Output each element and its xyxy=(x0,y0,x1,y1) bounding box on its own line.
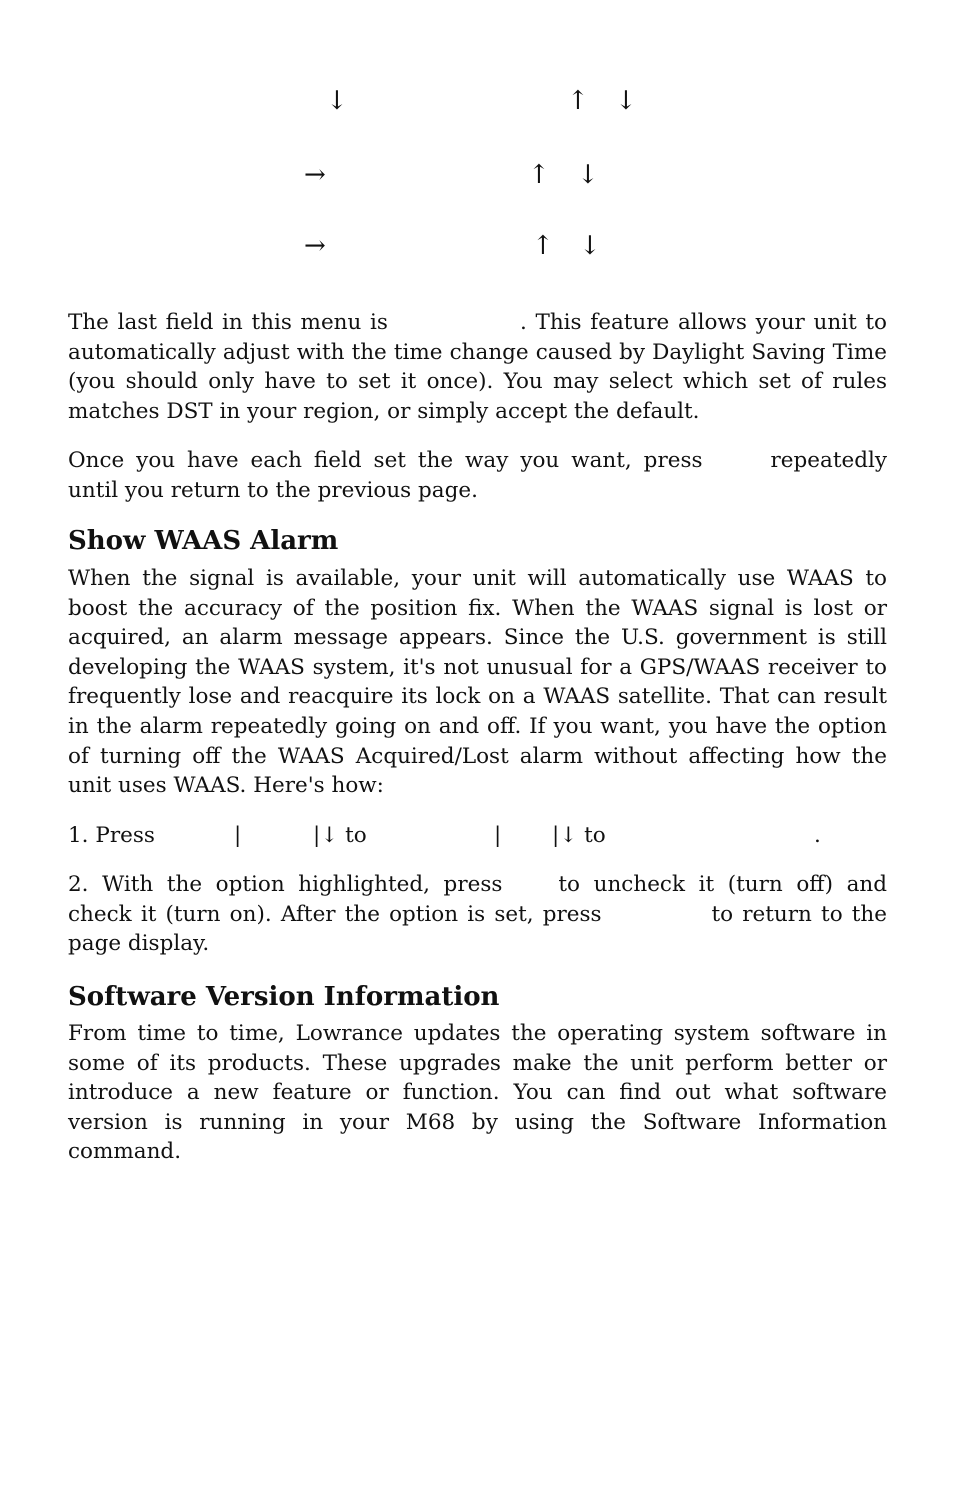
return-text-after: repeatedly until you return to the previous page. xyxy=(68,448,887,503)
arrow-row-3 xyxy=(0,231,954,261)
up-arrow-icon: ↑ xyxy=(567,86,589,116)
software-heading: Software Version Information xyxy=(68,982,500,1012)
dst-paragraph xyxy=(68,308,887,426)
step1-down-arrow: |↓ to xyxy=(313,823,367,848)
waas-heading: Show WAAS Alarm xyxy=(68,526,339,556)
software-body: From time to time, Lowrance updates the operating system software in some of its products. These upgrades make the unit perform better or introduce a new feature or function. You can find out what software version is running in your M68 by using the Software Information command. xyxy=(68,1021,887,1165)
step1-separator: | xyxy=(494,823,502,848)
arrow-row-2 xyxy=(0,160,954,190)
down-arrow-icon: ↓ xyxy=(326,86,348,116)
step1-separator: | xyxy=(234,823,242,848)
right-arrow-icon: → xyxy=(304,160,326,190)
down-arrow-icon: ↓ xyxy=(577,160,599,190)
step1-down-arrow: |↓ to xyxy=(552,823,606,848)
waas-body: When the signal is available, your unit will automatically use WAAS to boost the accuracy of the position fix. When the WAAS signal is lost or acquired, an alarm message appears. Since the U.S. government is still developing the WAAS system, it's not unusual for a GPS/WAAS receiver to frequently lose and reacquire its lock on a WAAS satellite. That can result in the alarm repeatedly going on and off. If you want, you have the option of turning off the WAAS Acquired/Lost alarm without affecting how the unit uses WAAS. Here's how: xyxy=(68,566,887,799)
step1-prefix: 1. Press xyxy=(68,823,155,848)
return-paragraph xyxy=(68,446,887,505)
waas-step-1 xyxy=(68,821,887,851)
dst-text-before: The last field in this menu is xyxy=(68,310,388,335)
arrow-row-1 xyxy=(0,86,954,116)
right-arrow-icon: → xyxy=(304,231,326,261)
waas-step-2: 2. With the option highlighted, press to uncheck it (turn off) and check it (turn on). After the option is set, press to return to the page display. xyxy=(68,872,888,957)
down-arrow-icon: ↓ xyxy=(579,231,601,261)
up-arrow-icon: ↑ xyxy=(528,160,550,190)
dst-text-after: . This feature allows your unit to automatically adjust with the time change caused by Daylight Saving Time (you should only have to set it once). You may select which set of rules matches DST in your region, or simply accept the default. xyxy=(68,310,887,424)
return-text-before: Once you have each field set the way you want, press xyxy=(68,448,703,473)
step1-end: . xyxy=(814,823,821,848)
up-arrow-icon: ↑ xyxy=(532,231,554,261)
down-arrow-icon: ↓ xyxy=(615,86,637,116)
